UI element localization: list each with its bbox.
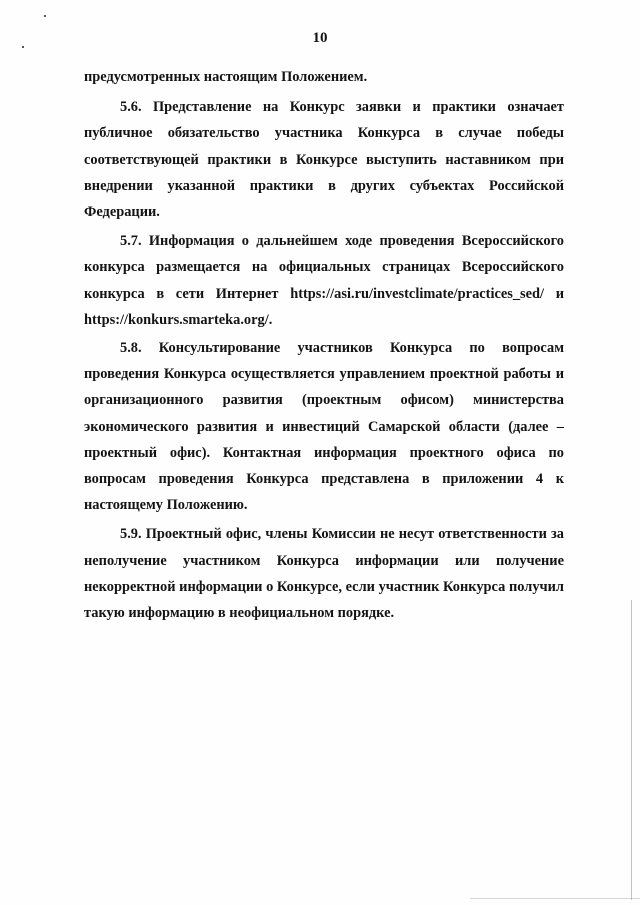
paragraph-continuation: предусмотренных настоящим Положением. [84,69,368,85]
paragraph-5-7: 5.7. Информация о дальнейшем ходе проведения Всероссийского конкурса размещается на официальных страницах Всероссийского конкурса в сети Интернет https://asi.ru/investclimate/practices_sed/ и https://konkurs.smarteka.org/. [84,233,564,328]
document-body [84,64,564,626]
paragraph-5-6: 5.6. Представление на Конкурс заявки и практики означает публичное обязательство участника Конкурса в случае победы соответствующей практики в Конкурсе выступить наставником при внедрении указанной практики в других субъектах Российской Федерации. [84,99,564,221]
paragraph-5-9: 5.9. Проектный офис, члены Комиссии не несут ответственности за неполучение участником Конкурса информации или получение некорректной информации о Конкурсе, если участник Конкурса получил такую информацию в неофициальном порядке. [84,526,564,622]
scan-speck [44,15,46,17]
scan-edge-line [470,898,640,899]
paragraph-5-8: 5.8. Консультирование участников Конкурса по вопросам проведения Конкурса осуществляется управлением проектной работы и организационного развития (проектным офисом) министерства экономического развития и инвестиций Самарской области (далее – проектный офис). Контактная информация проектного офиса по вопросам проведения Конкурса представлена в приложении 4 к настоящему Положению. [84,340,564,514]
scan-edge-line [631,600,632,900]
page-number: 10 [312,30,328,46]
